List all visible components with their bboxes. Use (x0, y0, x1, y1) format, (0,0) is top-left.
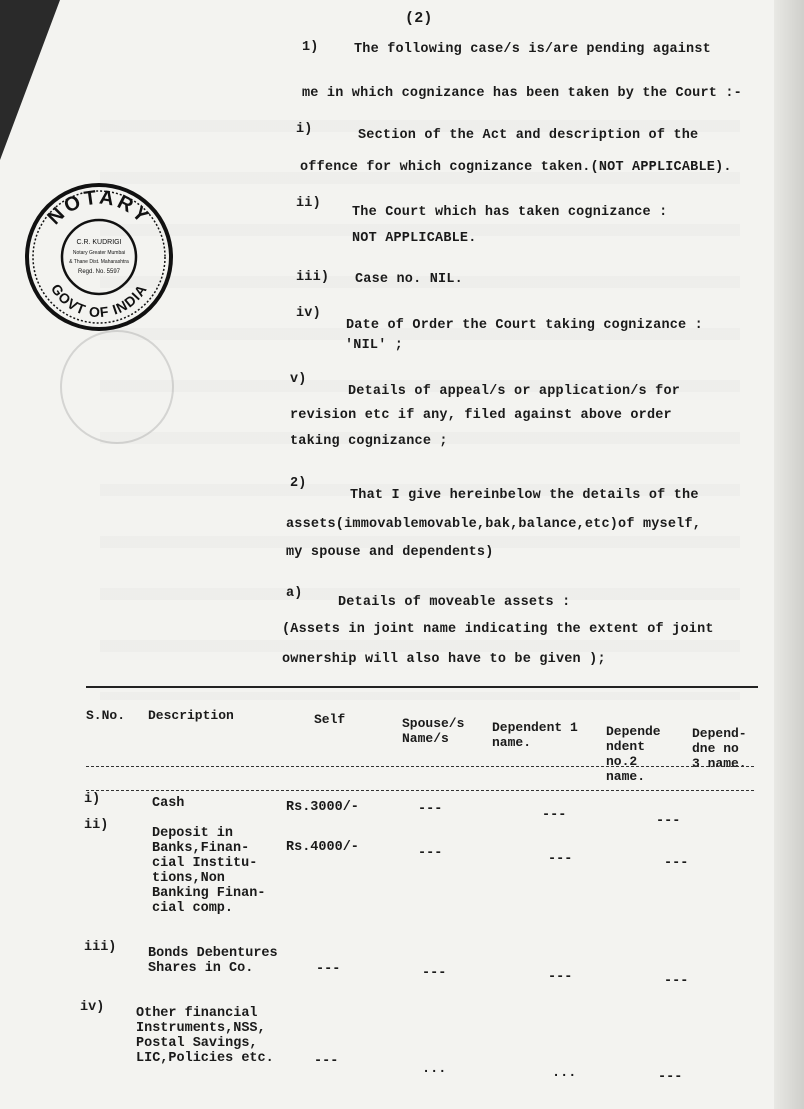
header-rule-2 (86, 790, 754, 791)
item-ii-number: ii) (296, 196, 321, 211)
para1-line2: me in which cognizance has been taken by the Court :- (302, 86, 742, 101)
item-iii-text: Case no. NIL. (355, 272, 463, 287)
table-top-rule (86, 686, 758, 688)
item-iv-line1: Date of Order the Court taking cognizance : (346, 318, 703, 333)
sub-a-title: Details of moveable assets : (338, 595, 571, 610)
item-ii-line1: The Court which has taken cognizance : (352, 205, 668, 220)
seal-inner-line1: C.R. KUDRIGI (76, 239, 122, 246)
seal-inner-ring (62, 220, 136, 294)
row4-number: iv) (80, 1000, 105, 1015)
seal-inner-line4: Regd. No. 5597 (77, 269, 121, 275)
item-ii-line2: NOT APPLICABLE. (352, 231, 477, 246)
row3-description: Bonds Debentures Shares in Co. (148, 946, 278, 976)
item-v-line1: Details of appeal/s or application/s for (348, 384, 681, 399)
row4-dependent1: ... (552, 1066, 577, 1081)
item-i-number: i) (296, 122, 313, 137)
para2-line3: my spouse and dependents) (286, 545, 494, 560)
page-edge-shadow (774, 0, 804, 1109)
item-iv-number: iv) (296, 306, 321, 321)
para1-line1: The following case/s is/are pending against (354, 42, 711, 57)
page-number: (2) (405, 10, 433, 27)
row1-dependent1: --- (542, 808, 567, 823)
row2-description: Deposit in Banks,Finan- cial Institu- tions,Non Banking Finan- cial comp. (152, 826, 266, 916)
para2-line1: That I give hereinbelow the details of the (350, 488, 699, 503)
row2-self: Rs.4000/- (286, 840, 359, 855)
row1-spouse: --- (418, 802, 443, 817)
header-self: Self (314, 712, 346, 727)
header-dependent2: Depende ndent no.2 name. (606, 724, 661, 784)
row1-description: Cash (152, 796, 185, 811)
row3-self: --- (316, 962, 341, 977)
seal-inner-line2: Notary Greater Mumbai (72, 250, 126, 256)
row1-self: Rs.3000/- (286, 800, 359, 815)
row4-dependent2: --- (658, 1070, 683, 1085)
row3-spouse: --- (422, 966, 447, 981)
row3-dependent1: --- (548, 970, 573, 985)
para2-number: 2) (290, 476, 307, 491)
folded-corner (0, 0, 60, 160)
item-iv-line2: 'NIL' ; (345, 338, 404, 353)
item-i-line1: Section of the Act and description of the (358, 128, 699, 143)
row1-number: i) (84, 792, 101, 807)
row4-spouse: ... (422, 1062, 447, 1077)
para2-line2: assets(immovablemovable,bak,balance,etc)of myself, (286, 517, 702, 532)
row3-dependent2: --- (664, 974, 689, 989)
faint-stamp (60, 330, 174, 444)
item-v-number: v) (290, 372, 307, 387)
item-v-line3: taking cognizance ; (290, 434, 448, 449)
sub-a-line1: (Assets in joint name indicating the extent of joint (282, 622, 714, 637)
header-description: Description (148, 708, 234, 723)
header-spouse: Spouse/s Name/s (402, 716, 465, 746)
notary-seal (24, 182, 174, 332)
header-dependent1: Dependent 1 name. (492, 720, 578, 750)
item-iii-number: iii) (296, 270, 330, 285)
item-i-line2: offence for which cognizance taken.(NOT APPLICABLE). (300, 160, 732, 175)
seal-inner-line3: & Thane Dist. Maharashtra (69, 259, 129, 265)
seal-bottom-text: GOVT OF INDIA (47, 280, 151, 321)
row4-description: Other financial Instruments,NSS, Postal Savings, LIC,Policies etc. (136, 1006, 274, 1066)
header-sno: S.No. (86, 708, 126, 723)
row2-spouse: --- (418, 846, 443, 861)
row1-dependent2: --- (656, 814, 681, 829)
row3-number: iii) (84, 940, 117, 955)
row2-number: ii) (84, 818, 109, 833)
row4-self: --- (314, 1054, 339, 1069)
sub-a-line2: ownership will also have to be given ); (282, 652, 606, 667)
svg-text:GOVT OF INDIA (48, 281, 150, 320)
seal-top-text: NOTARY (43, 186, 155, 230)
para1-number: 1) (302, 40, 319, 55)
svg-text:NOTARY (43, 186, 154, 229)
item-v-line2: revision etc if any, filed against above order (290, 408, 672, 423)
sub-a-number: a) (286, 586, 303, 601)
row2-dependent1: --- (548, 852, 573, 867)
row2-dependent2: --- (664, 856, 689, 871)
header-dependent3: Depend- dne no 3 name. (692, 726, 747, 771)
header-rule (86, 766, 754, 767)
